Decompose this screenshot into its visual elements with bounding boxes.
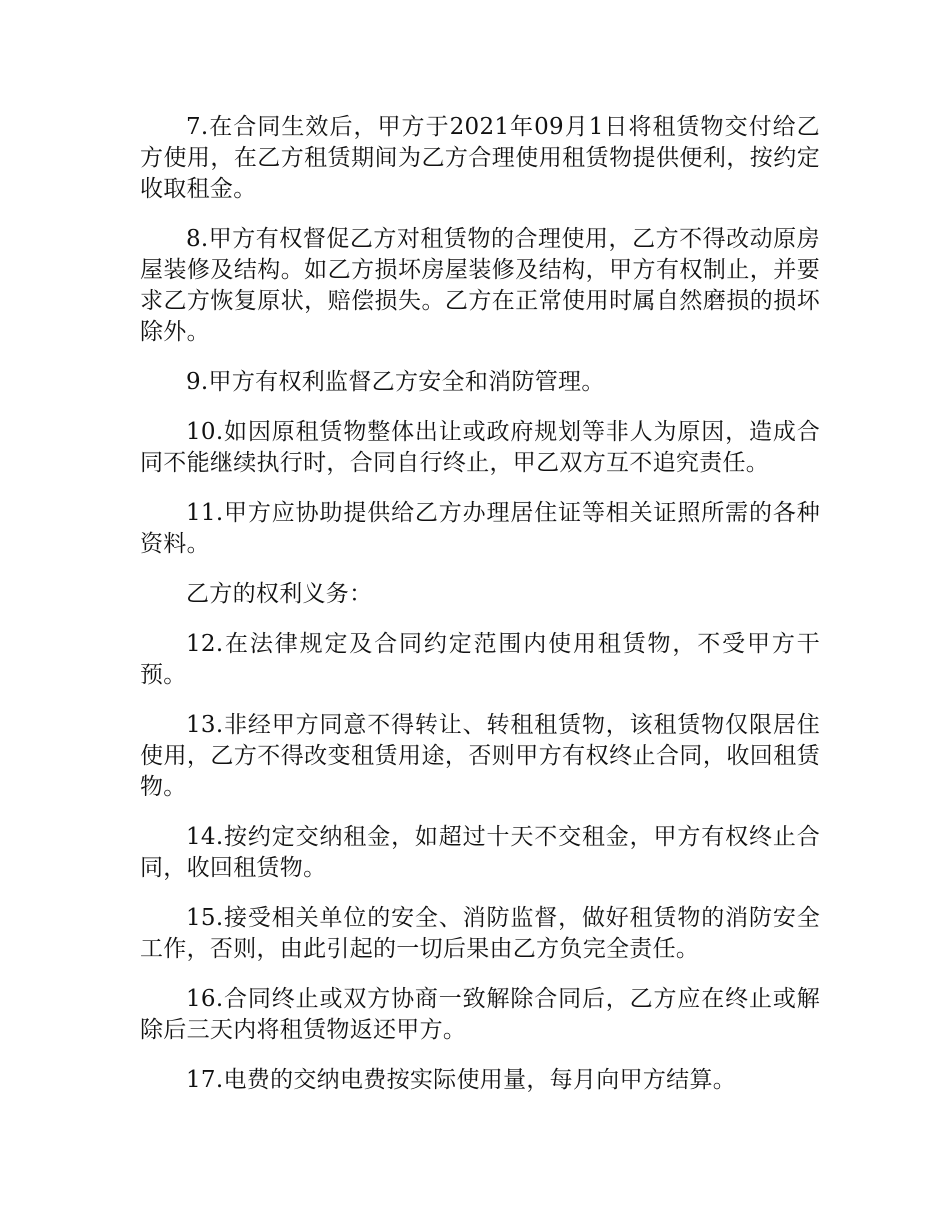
clause-15: 15.接受相关单位的安全、消防监督，做好租赁物的消防安全工作，否则，由此引起的一切后果由乙方负完全责任。 bbox=[140, 905, 820, 962]
document-page bbox=[140, 112, 820, 1096]
clause-17: 17.电费的交纳电费按实际使用量，每月向甲方结算。 bbox=[186, 1067, 737, 1093]
clause-7: 7.在合同生效后，甲方于2021年09月1日将租赁物交付给乙方使用，在乙方租赁期间为乙方合理使用租赁物提供便利，按约定收取租金。 bbox=[140, 114, 820, 202]
clause-16: 16.合同终止或双方协商一致解除合同后，乙方应在终止或解除后三天内将租赁物返还甲方。 bbox=[140, 986, 820, 1043]
section-heading-tenant-rights: 乙方的权利义务： bbox=[186, 581, 373, 607]
clause-8: 8.甲方有权督促乙方对租赁物的合理使用，乙方不得改动原房屋装修及结构。如乙方损坏房屋装修及结构，甲方有权制止，并要求乙方恢复原状，赔偿损失。乙方在正常使用时属自然磨损的损坏除外。 bbox=[140, 226, 820, 345]
clause-13: 13.非经甲方同意不得转让、转租租赁物，该租赁物仅限居住使用，乙方不得改变租赁用途，否则甲方有权终止合同，收回租赁物。 bbox=[140, 712, 820, 800]
clause-12: 12.在法律规定及合同约定范围内使用租赁物，不受甲方干预。 bbox=[140, 631, 820, 688]
clause-11: 11.甲方应协助提供给乙方办理居住证等相关证照所需的各种资料。 bbox=[140, 500, 820, 557]
clause-14: 14.按约定交纳租金，如超过十天不交租金，甲方有权终止合同，收回租赁物。 bbox=[140, 824, 820, 881]
clause-10: 10.如因原租赁物整体出让或政府规划等非人为原因，造成合同不能继续执行时，合同自行终止，甲乙双方互不追究责任。 bbox=[140, 419, 820, 476]
clause-9: 9.甲方有权利监督乙方安全和消防管理。 bbox=[186, 369, 605, 395]
